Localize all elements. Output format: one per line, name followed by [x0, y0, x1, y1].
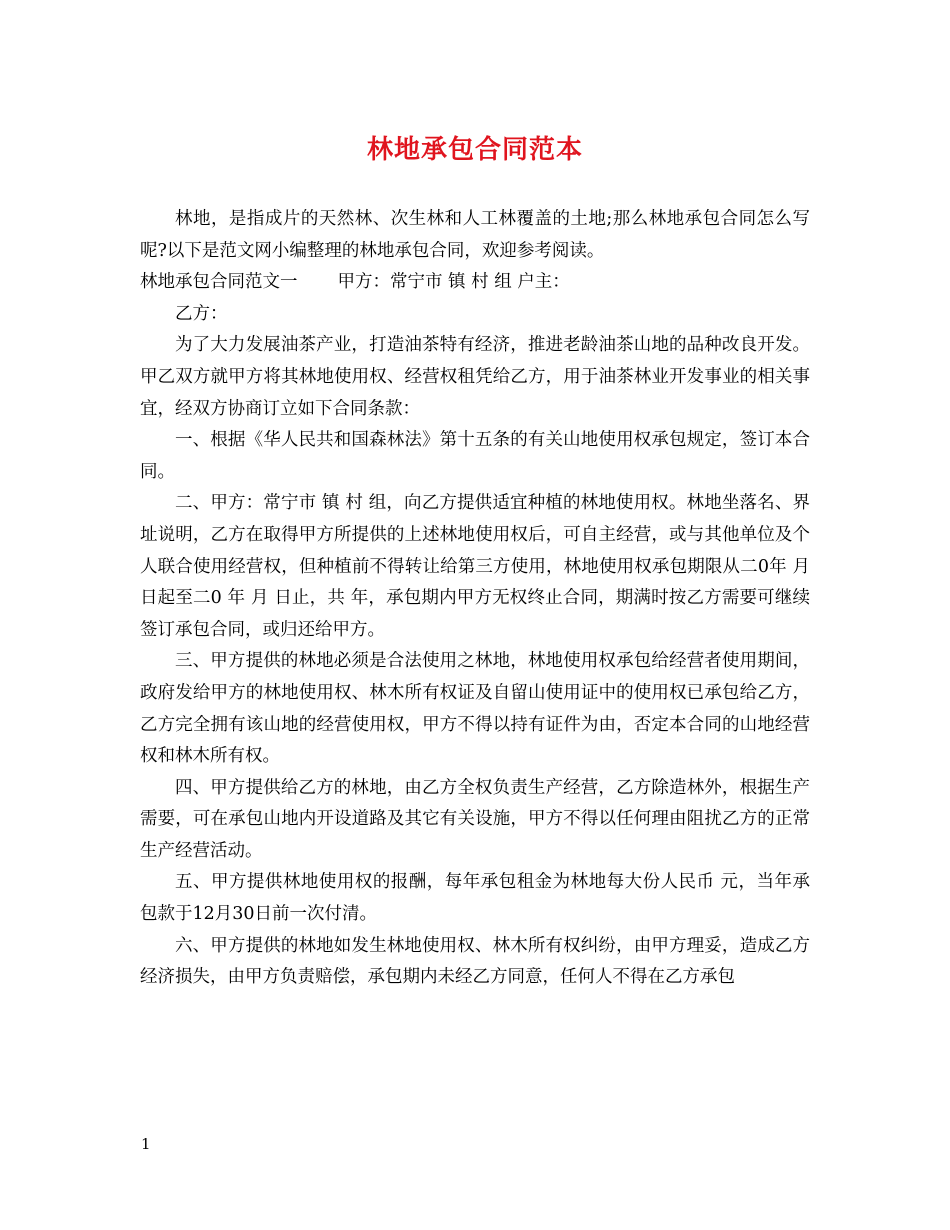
party-b-line: 乙方：	[175, 303, 228, 324]
document-body	[140, 204, 810, 994]
preamble-paragraph: 为了大力发展油茶产业，打造油茶特有经济，推进老龄油茶山地的品种改良开发。甲乙双方就甲方将其林地使用权、经营权租凭给乙方，用于油茶林业开发事业的相关事宜，经双方协商订立如下合同条款：	[140, 335, 810, 419]
intro-paragraph: 林地，是指成片的天然林、次生林和人工林覆盖的土地;那么林地承包合同怎么写呢?以下是范文网小编整理的林地承包合同，欢迎参考阅读。	[140, 209, 810, 261]
clause-6: 六、甲方提供的林地如发生林地使用权、林木所有权纠纷，由甲方理妥，造成乙方经济损失，由甲方负责赔偿，承包期内未经乙方同意，任何人不得在乙方承包	[140, 935, 810, 988]
clause-4: 四、甲方提供给乙方的林地，由乙方全权负责生产经营，乙方除造林外，根据生产需要，可在承包山地内开设道路及其它有关设施，甲方不得以任何理由阻扰乙方的正常生产经营活动。	[140, 777, 810, 861]
clause-3: 三、甲方提供的林地必须是合法使用之林地，林地使用权承包给经营者使用期间，政府发给甲方的林地使用权、林木所有权证及自留山使用证中的使用权已承包给乙方，乙方完全拥有该山地的经营使用权，甲方不得以持有证件为由，否定本合同的山地经营权和林木所有权。	[140, 651, 810, 767]
clause-5: 五、甲方提供林地使用权的报酬，每年承包租金为林地每大份人民币 元，当年承包款于12月30日前一次付清。	[140, 872, 810, 925]
page-number: 1	[141, 1135, 151, 1153]
party-a-line: 甲方：常宁市 镇 村 组 户主：	[337, 272, 570, 293]
clause-1: 一、根据《华人民共和国森林法》第十五条的有关山地使用权承包规定，签订本合同。	[140, 430, 810, 482]
document-title: 林地承包合同范本	[366, 135, 583, 165]
sample-heading: 林地承包合同范文一	[140, 272, 298, 293]
sample-heading-line	[140, 267, 810, 299]
clause-2: 二、甲方：常宁市 镇 村 组，向乙方提供适宜种植的林地使用权。林地坐落名、界址说明，乙方在取得甲方所提供的上述林地使用权后，可自主经营，或与其他单位及个人联合使用经营权，但种植前不得转让给第三方使用，林地使用权承包期限从二0年 月 日起至二0 年 月 日止，共 年，承包期内甲方无权终止合同，期满时按乙方需要可继续签订承包合同，或归还给甲方。	[140, 493, 810, 640]
